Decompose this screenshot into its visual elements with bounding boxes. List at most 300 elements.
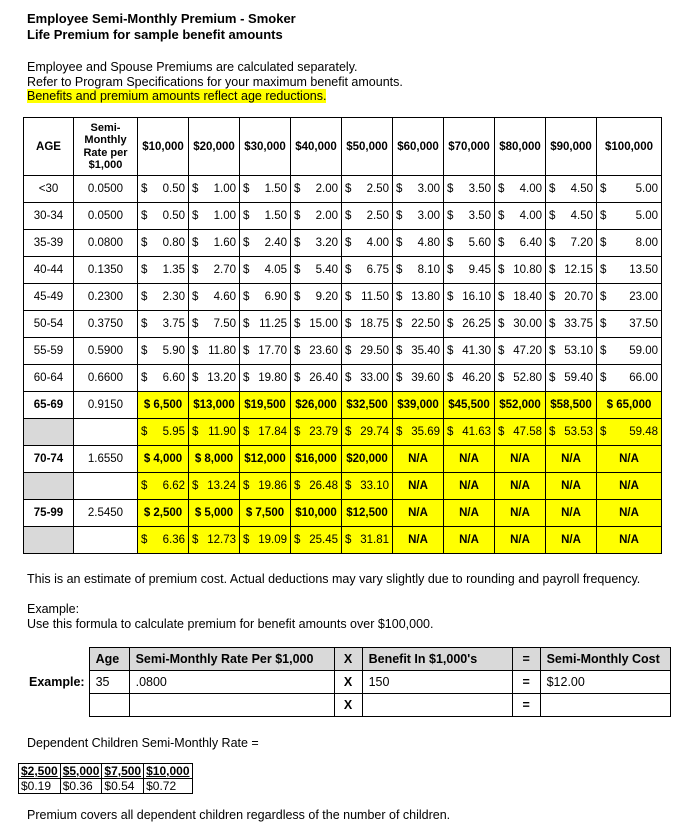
dollar-sign: $ (447, 291, 454, 303)
dollar-sign: $ (192, 183, 199, 195)
age-band-blank (24, 419, 74, 446)
intro-line-3-highlight: Benefits and premium amounts reflect age reductions. (27, 89, 327, 103)
dollar-sign: $ (549, 264, 556, 276)
intro-line-2: Refer to Program Specifications for your maximum benefit amounts. (27, 74, 403, 89)
reduced-premium-row (24, 527, 662, 554)
reduced-benefit-amount: $ 65,000 (597, 392, 662, 419)
premium-value: 2.70 (213, 264, 236, 276)
dollar-sign: $ (345, 264, 352, 276)
age-band: <30 (24, 176, 74, 203)
age-band: 55-59 (24, 338, 74, 365)
reduced-benefit-amount: $10,000 (291, 500, 342, 527)
premium-cell (342, 284, 393, 311)
premium-cell (495, 284, 546, 311)
premium-row (24, 176, 662, 203)
formula-header-age: Age (89, 648, 129, 671)
premium-cell (240, 419, 291, 446)
premium-value: 23.60 (309, 345, 338, 357)
premium-value: 47.20 (513, 345, 542, 357)
dollar-sign: $ (192, 237, 199, 249)
premium-value: 18.40 (513, 291, 542, 303)
child-amount: $7,500 (102, 764, 144, 779)
premium-value: 0.80 (162, 237, 185, 249)
premium-value: 2.00 (315, 183, 338, 195)
premium-value: 11.25 (259, 318, 287, 330)
dollar-sign: $ (192, 291, 199, 303)
premium-value: 59.00 (629, 345, 658, 357)
premium-cell (240, 257, 291, 284)
premium-value: 13.50 (629, 264, 658, 276)
reduced-benefit-amount: $ 4,000 (138, 446, 189, 473)
premium-cell (393, 257, 444, 284)
dollar-sign: $ (498, 291, 505, 303)
premium-cell (444, 338, 495, 365)
dollar-sign: $ (600, 210, 607, 222)
dollar-sign: $ (141, 183, 148, 195)
rate-value: 0.0500 (74, 203, 138, 230)
intro-line-1: Employee and Spouse Premiums are calculated separately. (27, 60, 358, 74)
reduced-premium-na: N/A (444, 473, 495, 500)
dependent-children-table (18, 763, 193, 794)
premium-cell (342, 365, 393, 392)
formula-header-times: X (334, 648, 362, 671)
reduced-benefit-amount: $ 5,000 (189, 500, 240, 527)
premium-value: 29.74 (360, 426, 389, 438)
premium-cell (495, 203, 546, 230)
header-benefit-amount: $50,000 (342, 118, 393, 176)
premium-value: 7.20 (570, 237, 593, 249)
premium-cell (342, 473, 393, 500)
dollar-sign: $ (345, 210, 352, 222)
premium-cell (189, 176, 240, 203)
premium-value: 17.70 (258, 345, 287, 357)
premium-value: 19.09 (258, 534, 287, 546)
premium-cell (291, 527, 342, 554)
header-benefit-amount: $30,000 (240, 118, 291, 176)
premium-cell (444, 257, 495, 284)
header-benefit-amount: $60,000 (393, 118, 444, 176)
premium-value: 25.45 (309, 534, 338, 546)
premium-value: 2.40 (264, 237, 287, 249)
formula-equals-sign: = (512, 671, 540, 694)
premium-value: 9.45 (468, 264, 491, 276)
premium-cell (291, 311, 342, 338)
formula-blank-times: X (334, 694, 362, 717)
premium-value: 31.81 (360, 534, 389, 546)
age-band: 35-39 (24, 230, 74, 257)
formula-example-label: Example: (29, 675, 85, 689)
rate-value: 0.0500 (74, 176, 138, 203)
premium-cell (189, 257, 240, 284)
premium-cell (291, 365, 342, 392)
dollar-sign: $ (345, 318, 352, 330)
premium-value: 5.40 (315, 264, 338, 276)
formula-header-benefit: Benefit In $1,000's (362, 648, 512, 671)
premium-value: 53.10 (564, 345, 593, 357)
header-benefit-amount: $100,000 (597, 118, 662, 176)
premium-value: 13.24 (207, 480, 236, 492)
premium-cell (291, 284, 342, 311)
premium-cell (291, 176, 342, 203)
dollar-sign: $ (192, 210, 199, 222)
age-band: 70-74 (24, 446, 74, 473)
rate-value: 0.9150 (74, 392, 138, 419)
dollar-sign: $ (294, 291, 301, 303)
premium-cell (291, 419, 342, 446)
reduced-benefit-amount: $26,000 (291, 392, 342, 419)
dollar-sign: $ (549, 210, 556, 222)
estimate-note: This is an estimate of premium cost. Actual deductions may vary slightly due to rounding and payroll frequency. (27, 572, 641, 586)
rate-blank (74, 527, 138, 554)
premium-value: 26.40 (309, 372, 338, 384)
premium-value: 11.80 (208, 345, 236, 357)
dollar-sign: $ (447, 372, 454, 384)
dollar-sign: $ (192, 318, 199, 330)
premium-value: 33.00 (360, 372, 389, 384)
premium-cell (240, 176, 291, 203)
premium-cell (444, 284, 495, 311)
premium-cell (138, 284, 189, 311)
rate-value: 0.3750 (74, 311, 138, 338)
premium-cell (138, 257, 189, 284)
premium-value: 11.50 (361, 291, 389, 303)
premium-value: 2.50 (366, 183, 389, 195)
dollar-sign: $ (498, 210, 505, 222)
dollar-sign: $ (447, 264, 454, 276)
child-amount: $2,500 (19, 764, 61, 779)
reduced-benefit-amount: N/A (393, 500, 444, 527)
premium-value: 2.50 (366, 210, 389, 222)
header-benefit-amount: $70,000 (444, 118, 495, 176)
premium-value: 3.50 (468, 183, 491, 195)
premium-value: 6.40 (519, 237, 542, 249)
rate-value: 2.5450 (74, 500, 138, 527)
premium-value: 0.50 (162, 183, 185, 195)
child-amount: $10,000 (144, 764, 192, 779)
children-amount-row (19, 764, 193, 779)
premium-value: 52.80 (513, 372, 542, 384)
premium-value: 6.60 (162, 372, 185, 384)
premium-cell (138, 230, 189, 257)
premium-cell (189, 527, 240, 554)
premium-cell (444, 311, 495, 338)
dollar-sign: $ (498, 183, 505, 195)
dollar-sign: $ (396, 426, 403, 438)
dollar-sign: $ (294, 345, 301, 357)
premium-value: 8.00 (635, 237, 658, 249)
premium-value: 30.00 (513, 318, 542, 330)
premium-cell (495, 311, 546, 338)
premium-cell (189, 365, 240, 392)
premium-cell (444, 365, 495, 392)
formula-blank-benefit (362, 694, 512, 717)
dollar-sign: $ (243, 210, 250, 222)
premium-value: 13.20 (207, 372, 236, 384)
formula-blank-equals: = (512, 694, 540, 717)
premium-value: 20.70 (564, 291, 593, 303)
premium-value: 35.40 (411, 345, 440, 357)
premium-value: 37.50 (629, 318, 658, 330)
premium-cell (240, 230, 291, 257)
premium-value: 3.20 (315, 237, 338, 249)
child-rate: $0.54 (102, 779, 144, 794)
reduced-benefit-amount: N/A (444, 500, 495, 527)
premium-value: 1.00 (213, 210, 236, 222)
child-amount: $5,000 (60, 764, 102, 779)
premium-cell (240, 527, 291, 554)
dollar-sign: $ (396, 183, 403, 195)
premium-value: 19.80 (258, 372, 287, 384)
reduced-premium-row (24, 473, 662, 500)
premium-value: 6.75 (366, 264, 389, 276)
dollar-sign: $ (447, 237, 454, 249)
reduced-premium-na: N/A (495, 527, 546, 554)
premium-value: 5.90 (162, 345, 185, 357)
dollar-sign: $ (549, 345, 556, 357)
premium-cell (342, 203, 393, 230)
age-band: 75-99 (24, 500, 74, 527)
dollar-sign: $ (345, 183, 352, 195)
rate-value: 0.1350 (74, 257, 138, 284)
dollar-sign: $ (498, 372, 505, 384)
dollar-sign: $ (345, 237, 352, 249)
dollar-sign: $ (549, 183, 556, 195)
premium-cell (597, 257, 662, 284)
reduced-benefit-amount: $13,000 (189, 392, 240, 419)
age-band-blank (24, 527, 74, 554)
premium-value: 12.15 (564, 264, 593, 276)
premium-cell (138, 203, 189, 230)
premium-cell (393, 176, 444, 203)
premium-cell (138, 527, 189, 554)
premium-value: 5.95 (162, 426, 185, 438)
dollar-sign: $ (549, 291, 556, 303)
header-rate: Semi-Monthly Rate per $1,000 (74, 118, 138, 176)
premium-cell (342, 338, 393, 365)
premium-value: 22.50 (411, 318, 440, 330)
formula-times-sign: X (334, 671, 362, 694)
premium-value: 4.60 (213, 291, 236, 303)
formula-cost-value: $12.00 (540, 671, 670, 694)
reduced-premium-na: N/A (546, 527, 597, 554)
premium-value: 15.00 (309, 318, 338, 330)
header-benefit-amount: $20,000 (189, 118, 240, 176)
dollar-sign: $ (600, 183, 607, 195)
example-intro (27, 602, 433, 631)
reduced-benefit-amount: N/A (597, 446, 662, 473)
dollar-sign: $ (294, 480, 301, 492)
age-band: 65-69 (24, 392, 74, 419)
dollar-sign: $ (600, 372, 607, 384)
premium-value: 18.75 (360, 318, 389, 330)
premium-cell (546, 419, 597, 446)
premium-row (24, 365, 662, 392)
reduced-benefit-amount: N/A (393, 446, 444, 473)
dollar-sign: $ (243, 318, 250, 330)
reduced-premium-na: N/A (546, 473, 597, 500)
reduced-benefit-row (24, 500, 662, 527)
premium-value: 2.00 (315, 210, 338, 222)
premium-cell (138, 176, 189, 203)
premium-cell (597, 230, 662, 257)
premium-cell (138, 311, 189, 338)
dollar-sign: $ (141, 237, 148, 249)
premium-value: 3.00 (417, 183, 440, 195)
premium-value: 3.00 (417, 210, 440, 222)
premium-cell (291, 230, 342, 257)
premium-cell (240, 365, 291, 392)
footer-note: Premium covers all dependent children regardless of the number of children. (27, 808, 451, 822)
premium-value: 7.50 (213, 318, 236, 330)
premium-value: 19.86 (258, 480, 287, 492)
reduced-benefit-amount: N/A (546, 446, 597, 473)
rate-blank (74, 419, 138, 446)
reduced-premium-na: N/A (393, 527, 444, 554)
premium-table-header (24, 118, 662, 176)
reduced-benefit-amount: $58,500 (546, 392, 597, 419)
reduced-benefit-amount: $ 7,500 (240, 500, 291, 527)
dollar-sign: $ (243, 237, 250, 249)
premium-value: 26.25 (462, 318, 491, 330)
dollar-sign: $ (294, 264, 301, 276)
premium-cell (240, 338, 291, 365)
child-rate: $0.19 (19, 779, 61, 794)
reduced-benefit-amount: $32,500 (342, 392, 393, 419)
premium-row (24, 257, 662, 284)
reduced-benefit-amount: $19,500 (240, 392, 291, 419)
dollar-sign: $ (192, 372, 199, 384)
dollar-sign: $ (243, 345, 250, 357)
reduced-benefit-amount: $45,500 (444, 392, 495, 419)
dollar-sign: $ (192, 264, 199, 276)
dollar-sign: $ (141, 291, 148, 303)
dollar-sign: $ (243, 426, 250, 438)
premium-cell (189, 419, 240, 446)
premium-cell (546, 176, 597, 203)
dollar-sign: $ (294, 210, 301, 222)
premium-value: 2.30 (162, 291, 185, 303)
reduced-benefit-amount: $12,500 (342, 500, 393, 527)
dollar-sign: $ (141, 210, 148, 222)
premium-value: 4.00 (366, 237, 389, 249)
header-benefit-amount: $10,000 (138, 118, 189, 176)
dollar-sign: $ (141, 318, 148, 330)
formula-rate-value: .0800 (129, 671, 334, 694)
dollar-sign: $ (396, 291, 403, 303)
premium-cell (444, 203, 495, 230)
reduced-benefit-amount: $20,000 (342, 446, 393, 473)
premium-cell (393, 419, 444, 446)
formula-age-value: 35 (89, 671, 129, 694)
reduced-benefit-row (24, 446, 662, 473)
premium-value: 4.00 (519, 183, 542, 195)
premium-cell (393, 203, 444, 230)
premium-value: 5.00 (635, 183, 658, 195)
premium-cell (342, 176, 393, 203)
premium-value: 59.40 (564, 372, 593, 384)
premium-cell (393, 311, 444, 338)
dollar-sign: $ (498, 318, 505, 330)
premium-value: 59.48 (629, 426, 658, 438)
child-rate: $0.36 (60, 779, 102, 794)
premium-cell (597, 284, 662, 311)
formula-table (23, 647, 671, 717)
dollar-sign: $ (600, 318, 607, 330)
dollar-sign: $ (447, 210, 454, 222)
dollar-sign: $ (498, 264, 505, 276)
example-description: Use this formula to calculate premium for benefit amounts over $100,000. (27, 616, 434, 631)
premium-cell (189, 473, 240, 500)
premium-cell (342, 257, 393, 284)
reduced-premium-na: N/A (495, 473, 546, 500)
premium-cell (240, 311, 291, 338)
dependent-children-label: Dependent Children Semi-Monthly Rate = (27, 736, 259, 750)
premium-cell (495, 365, 546, 392)
reduced-benefit-amount: $ 8,000 (189, 446, 240, 473)
dollar-sign: $ (498, 426, 505, 438)
dollar-sign: $ (600, 345, 607, 357)
reduced-premium-na: N/A (444, 527, 495, 554)
premium-value: 16.10 (462, 291, 491, 303)
premium-value: 41.63 (462, 426, 491, 438)
dollar-sign: $ (294, 183, 301, 195)
formula-benefit-value: 150 (362, 671, 512, 694)
age-band: 45-49 (24, 284, 74, 311)
reduced-benefit-amount: $ 6,500 (138, 392, 189, 419)
age-band: 50-54 (24, 311, 74, 338)
premium-cell (546, 230, 597, 257)
dollar-sign: $ (243, 291, 250, 303)
premium-value: 4.05 (264, 264, 287, 276)
premium-value: 29.50 (360, 345, 389, 357)
premium-cell (189, 338, 240, 365)
dollar-sign: $ (192, 345, 199, 357)
premium-cell (546, 365, 597, 392)
premium-value: 41.30 (462, 345, 491, 357)
premium-value: 1.50 (264, 183, 287, 195)
dollar-sign: $ (600, 237, 607, 249)
premium-cell (342, 311, 393, 338)
premium-value: 1.00 (213, 183, 236, 195)
premium-value: 33.10 (360, 480, 389, 492)
premium-value: 46.20 (462, 372, 491, 384)
premium-value: 39.60 (411, 372, 440, 384)
premium-cell (597, 311, 662, 338)
dollar-sign: $ (192, 480, 199, 492)
intro-text (27, 60, 403, 104)
reduced-benefit-amount: N/A (495, 446, 546, 473)
child-rate: $0.72 (144, 779, 192, 794)
premium-value: 3.75 (162, 318, 185, 330)
header-age: AGE (24, 118, 74, 176)
premium-table (23, 117, 662, 554)
premium-cell (546, 311, 597, 338)
rate-value: 0.6600 (74, 365, 138, 392)
dollar-sign: $ (141, 534, 148, 546)
premium-cell (291, 473, 342, 500)
premium-cell (597, 338, 662, 365)
dollar-sign: $ (192, 534, 199, 546)
premium-row (24, 338, 662, 365)
premium-cell (189, 230, 240, 257)
formula-blank-row (23, 694, 670, 717)
dollar-sign: $ (294, 426, 301, 438)
dollar-sign: $ (396, 264, 403, 276)
dollar-sign: $ (396, 210, 403, 222)
premium-cell (546, 284, 597, 311)
reduced-premium-na: N/A (597, 527, 662, 554)
premium-cell (444, 419, 495, 446)
